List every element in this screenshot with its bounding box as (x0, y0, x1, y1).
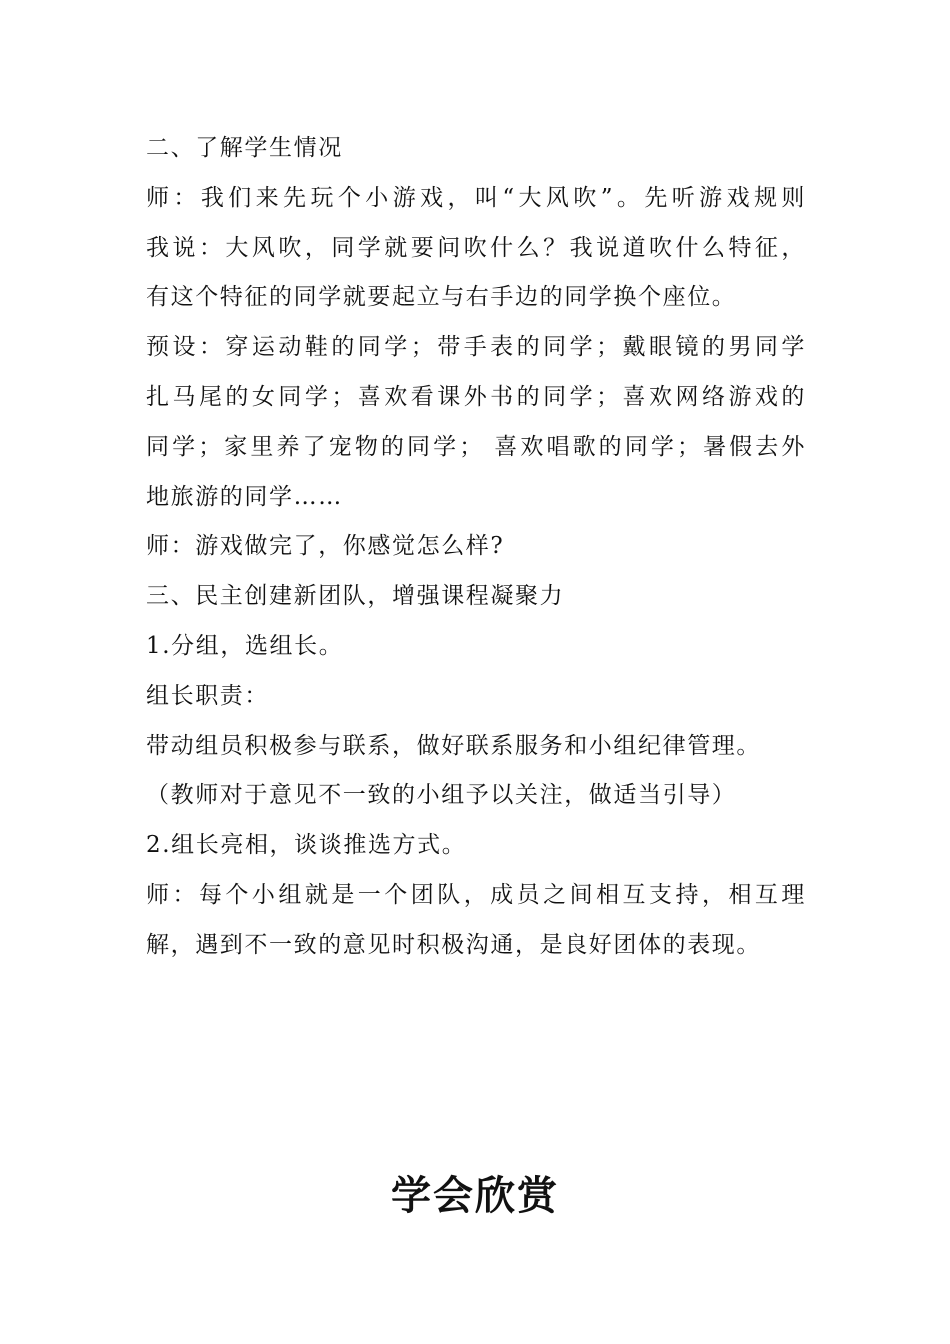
paragraph-line: 地旅游的同学…… (146, 483, 343, 510)
paragraph-line: 1.分组，选组长。 (146, 632, 344, 659)
paragraph-line: 解，遇到不一致的意见时积极沟通，是良好团体的表现。 (146, 931, 761, 958)
paragraph-line: 同学；家里养了宠物的同学； 喜欢唱歌的同学；暑假去外 (146, 433, 806, 460)
paragraph-line: 带动组员积极参与联系，做好联系服务和小组纪律管理。 (146, 732, 761, 759)
next-section-title: 学会欣赏 (391, 1172, 559, 1219)
paragraph-line: 师：我们来先玩个小游戏，叫“大风吹”。先听游戏规则 (146, 184, 806, 211)
section-heading: 三、民主创建新团队，增强课程凝聚力 (146, 583, 565, 610)
paragraph-line: 二、了解学生情况 (146, 135, 343, 161)
paragraph-line: 扎马尾的女同学；喜欢看课外书的同学；喜欢网络游戏的 (146, 383, 806, 410)
paragraph-line: 有这个特征的同学就要起立与右手边的同学换个座位。 (146, 284, 737, 311)
paragraph-line: 预设：穿运动鞋的同学；带手表的同学；戴眼镜的男同学 (146, 334, 806, 361)
paragraph-line: （教师对于意见不一致的小组予以关注，做适当引导） (146, 782, 737, 809)
document-body (146, 126, 806, 973)
paragraph-line: 师：每个小组就是一个团队，成员之间相互支持，相互理 (146, 881, 806, 908)
paragraph-line: 师：游戏做完了，你感觉怎么样? (146, 533, 505, 560)
paragraph-line: 组长职责： (146, 682, 269, 709)
paragraph-line: 2.组长亮相，谈谈推选方式。 (146, 832, 467, 859)
paragraph-line: 我说：大风吹，同学就要问吹什么？我说道吹什么特征， (146, 234, 806, 261)
